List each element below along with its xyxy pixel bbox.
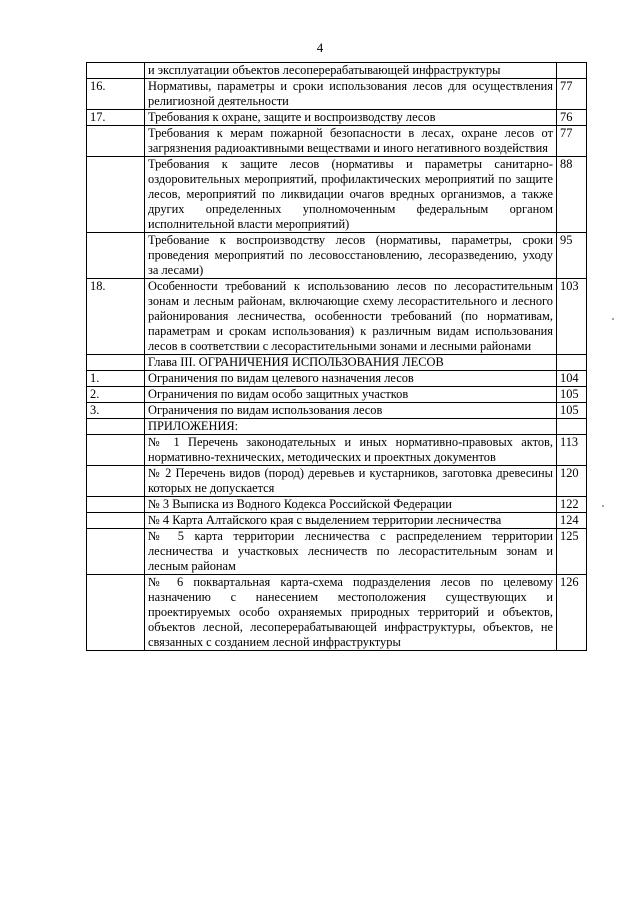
page-ref xyxy=(557,355,587,371)
table-row xyxy=(87,497,587,513)
table-row xyxy=(87,157,587,233)
table-row xyxy=(87,466,587,497)
page-ref: 124 xyxy=(557,513,587,529)
page-ref: 120 xyxy=(557,466,587,497)
table-row xyxy=(87,575,587,651)
table-row xyxy=(87,435,587,466)
section-number xyxy=(87,435,145,466)
section-number xyxy=(87,233,145,279)
section-number xyxy=(87,497,145,513)
page-ref xyxy=(557,63,587,79)
table-row xyxy=(87,233,587,279)
section-number: 16. xyxy=(87,79,145,110)
section-number xyxy=(87,126,145,157)
section-number xyxy=(87,513,145,529)
table-row xyxy=(87,419,587,435)
page-ref: 122 xyxy=(557,497,587,513)
section-title: Требование к воспроизводству лесов (нормативы, параметры, сроки проведения мероприятий по лесовосстановлению, лесоразведению, уходу за лесами) xyxy=(145,233,557,279)
section-number xyxy=(87,466,145,497)
section-title: Требования к охране, защите и воспроизводству лесов xyxy=(145,110,557,126)
appendix-title: № 1 Перечень законодательных и иных нормативно-правовых актов, нормативно-технических, методических и проектных документов xyxy=(145,435,557,466)
section-title: Требования к защите лесов (нормативы и параметры санитарно-оздоровительных мероприятий, профилактических мероприятий по защите лесов, мероприятий по ликвидации очагов вредных организмов, а также других определенных уполномоченным федеральным органом исполнительной власти мероприятий) xyxy=(145,157,557,233)
scan-speck xyxy=(612,318,614,320)
appendix-title: № 6 поквартальная карта-схема подразделения лесов по целевому назначению с нанесением местоположения существующих и проектируемых особо охраняемых природных территорий и объектов, объектов лесной, лесоперерабатывающей инфраструктуры, объектов, не связанных с созданием лесной инфраструктуры xyxy=(145,575,557,651)
table-row xyxy=(87,513,587,529)
section-number: 2. xyxy=(87,387,145,403)
chapter-heading: Глава III. ОГРАНИЧЕНИЯ ИСПОЛЬЗОВАНИЯ ЛЕСОВ xyxy=(145,355,557,371)
section-number: 18. xyxy=(87,279,145,355)
page-number: 4 xyxy=(316,40,324,55)
table-row xyxy=(87,403,587,419)
table-row xyxy=(87,110,587,126)
page-ref: 126 xyxy=(557,575,587,651)
appendix-title: № 2 Перечень видов (пород) деревьев и кустарников, заготовка древесины которых не допускается xyxy=(145,466,557,497)
appendix-title: № 5 карта территории лесничества с распределением территории лесничества и участковых лесничеств по лесорастительным зонам и лесным районам xyxy=(145,529,557,575)
section-number: 3. xyxy=(87,403,145,419)
section-title: Ограничения по видам особо защитных участков xyxy=(145,387,557,403)
section-number xyxy=(87,355,145,371)
section-number xyxy=(87,63,145,79)
page-ref: 125 xyxy=(557,529,587,575)
section-title: Нормативы, параметры и сроки использования лесов для осуществления религиозной деятельности xyxy=(145,79,557,110)
appendix-heading: ПРИЛОЖЕНИЯ: xyxy=(145,419,557,435)
page-ref: 105 xyxy=(557,387,587,403)
page-ref: 113 xyxy=(557,435,587,466)
section-number xyxy=(87,529,145,575)
table-row xyxy=(87,529,587,575)
table-row xyxy=(87,371,587,387)
section-title: Особенности требований к использованию лесов по лесорастительным зонам и лесным районам, включающие схему лесорастительного и лесного районирования лесничества, особенности требований (по нормативам, параметрам и срокам использования) к различным видам использования лесов в соответствии с лесорастительными зонами и лесными районами xyxy=(145,279,557,355)
page-ref: 77 xyxy=(557,126,587,157)
page-ref: 104 xyxy=(557,371,587,387)
table-row xyxy=(87,355,587,371)
section-title: Требования к мерам пожарной безопасности в лесах, охране лесов от загрязнения радиоактивными веществами и иного негативного воздействия xyxy=(145,126,557,157)
appendix-title: № 4 Карта Алтайского края с выделением территории лесничества xyxy=(145,513,557,529)
section-number xyxy=(87,157,145,233)
table-row xyxy=(87,279,587,355)
section-number: 17. xyxy=(87,110,145,126)
page-ref: 103 xyxy=(557,279,587,355)
table-row xyxy=(87,126,587,157)
section-title: и эксплуатации объектов лесоперерабатывающей инфраструктуры xyxy=(145,63,557,79)
section-title: Ограничения по видам целевого назначения лесов xyxy=(145,371,557,387)
page-ref: 76 xyxy=(557,110,587,126)
table-row xyxy=(87,387,587,403)
table-of-contents xyxy=(86,62,587,651)
page-ref: 105 xyxy=(557,403,587,419)
page-ref: 88 xyxy=(557,157,587,233)
section-number: 1. xyxy=(87,371,145,387)
table-row xyxy=(87,63,587,79)
section-number xyxy=(87,575,145,651)
section-number xyxy=(87,419,145,435)
appendix-title: № 3 Выписка из Водного Кодекса Российской Федерации xyxy=(145,497,557,513)
page-ref: 95 xyxy=(557,233,587,279)
scan-speck xyxy=(602,505,604,507)
section-title: Ограничения по видам использования лесов xyxy=(145,403,557,419)
page-ref: 77 xyxy=(557,79,587,110)
table-row xyxy=(87,79,587,110)
page-ref xyxy=(557,419,587,435)
